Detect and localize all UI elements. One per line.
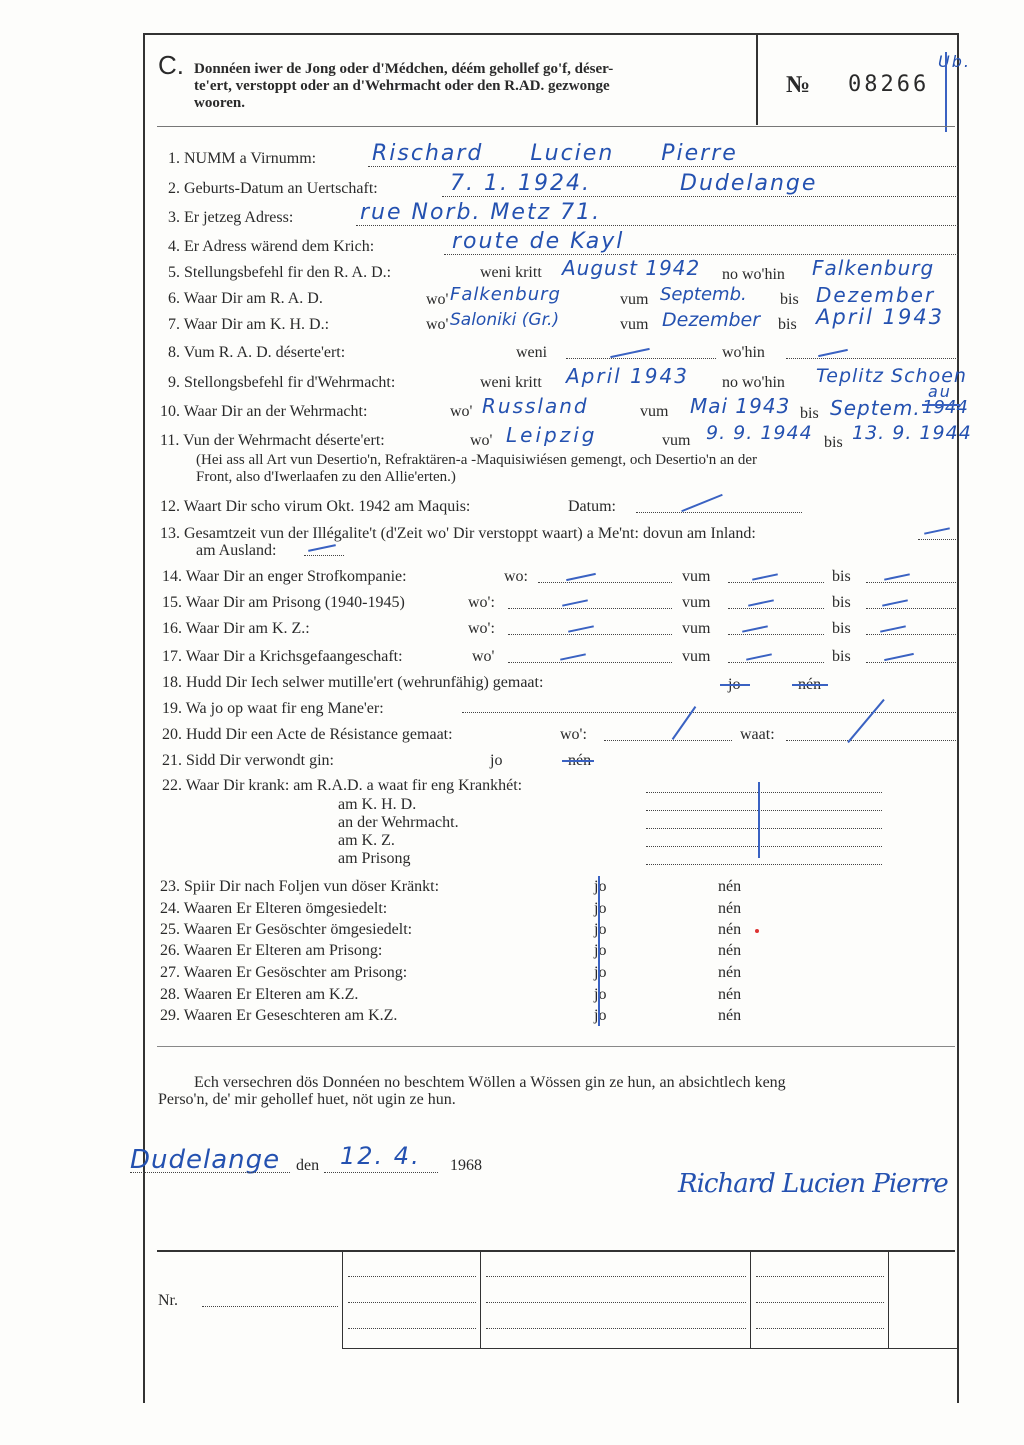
row27-no[interactable]: nén [718, 964, 742, 981]
row14-dash3 [884, 573, 910, 580]
row10-year-strike [922, 404, 960, 406]
row25-label: 25. Waaren Er Gesöschter ömgesiedelt: [160, 921, 413, 938]
row6-label: 6. Waar Dir am R. A. D. [168, 290, 323, 307]
row5-key2: no wo'hin [722, 266, 785, 283]
row15-field1[interactable] [508, 608, 672, 609]
yes-column-stroke [598, 876, 600, 1026]
frame-left [143, 33, 145, 1403]
footer-cell-3b[interactable] [756, 1302, 884, 1303]
row3-field[interactable] [356, 225, 958, 226]
row7-value3: April 1943 [816, 305, 945, 329]
row23-yes[interactable]: jo [594, 878, 607, 895]
row10-key1: wo' [450, 403, 473, 420]
row9-value1: April 1943 [566, 364, 689, 388]
row1-field[interactable] [368, 166, 958, 167]
row14-dash1 [566, 573, 596, 581]
document-number: 08266 [848, 72, 930, 97]
row11-key1: wo' [470, 432, 493, 449]
row10-value2: Mai 1943 [690, 394, 791, 418]
declaration-line1: Ech versechren dös Donnéen no beschtem Wöllen a Wössen gin ze hun, an absichtlech keng [194, 1074, 786, 1091]
row16-key2: vum [682, 620, 711, 637]
row19-label: 19. Wa jo op waat fir eng Mane'er: [162, 700, 384, 717]
footer-top [157, 1250, 955, 1252]
row16-field2[interactable] [728, 634, 824, 635]
row10-value1: Russland [482, 394, 589, 418]
row24-no[interactable]: nén [718, 900, 742, 917]
row11-value1: Leipzig [506, 423, 598, 447]
row14-label: 14. Waar Dir an enger Strofkompanie: [162, 568, 407, 585]
row14-key3: bis [832, 568, 851, 585]
row22-sub1: am K. H. D. [338, 796, 417, 813]
header-title-line3: wooren. [194, 95, 245, 111]
row13-dash-inland [924, 527, 950, 534]
row26-label: 26. Waaren Er Elteren am Prisong: [160, 942, 383, 959]
frame-top [143, 33, 959, 35]
row8-field1[interactable] [566, 358, 716, 359]
red-mark [755, 929, 759, 933]
row22-field5[interactable] [646, 864, 882, 865]
row2-label: 2. Geburts-Datum an Uertschaft: [168, 180, 378, 197]
row11-value2: 9. 9. 1944 [706, 422, 813, 444]
footer-cell-2b[interactable] [486, 1302, 746, 1303]
footer-col4 [888, 1252, 889, 1348]
row17-field1[interactable] [508, 662, 672, 663]
footer-col2 [480, 1252, 481, 1348]
row6-value2: Septemb. [660, 284, 747, 305]
row6-value3: Dezember [816, 283, 936, 307]
row27-yes[interactable]: jo [594, 964, 607, 981]
row5-value2: Falkenburg [812, 256, 935, 280]
row29-label: 29. Waaren Er Geseschteren am K.Z. [160, 1007, 398, 1024]
row2-place: Dudelange [680, 171, 818, 196]
row15-dash1 [562, 599, 588, 606]
row23-label: 23. Spiir Dir nach Foljen vun döser Kränkt: [160, 878, 440, 895]
footer-cell-2c[interactable] [486, 1328, 746, 1329]
row10-label: 10. Waar Dir an der Wehrmacht: [160, 403, 368, 420]
row15-key2: vum [682, 594, 711, 611]
row29-yes[interactable]: jo [594, 1007, 607, 1024]
row11-note-line1: (Hei ass all Art vun Desertio'n, Refraktären-a -Maquisiwiésen gemengt, och Desertio'n an der [196, 452, 758, 468]
row10-key3: bis [800, 405, 819, 422]
footer-bottom [342, 1348, 957, 1349]
row22-field4[interactable] [646, 846, 882, 847]
row22-field2[interactable] [646, 810, 882, 811]
year-label: 1968 [450, 1157, 482, 1174]
row22-label: 22. Waar Dir krank: am R.A.D. a waat fir eng Krankhét: [162, 777, 523, 794]
row28-no[interactable]: nén [718, 986, 742, 1003]
row8-dash2 [818, 349, 848, 357]
row9-value2: Teplitz Schoen [816, 365, 967, 387]
row20-key1: wo': [560, 726, 587, 743]
row3-label: 3. Er jetzeg Adress: [168, 209, 294, 226]
row9-key1: weni kritt [480, 374, 542, 391]
row21-no-strike [562, 760, 594, 762]
row20-dash2 [847, 699, 885, 743]
header-divider [756, 35, 758, 125]
row15-field3[interactable] [866, 608, 956, 609]
row20-field1[interactable] [604, 740, 732, 741]
row15-dash3 [882, 599, 908, 606]
footer-col1 [342, 1252, 343, 1348]
row10-value3-year: 1944 [922, 397, 968, 418]
row16-dash2 [742, 625, 768, 632]
row26-yes[interactable]: jo [594, 942, 607, 959]
row4-label: 4. Er Adress wärend dem Krich: [168, 238, 375, 255]
row18-no[interactable]: nén [798, 676, 822, 693]
row6-value1: Falkenburg [450, 284, 561, 305]
row17-label: 17. Waar Dir a Krichsgefaangeschaft: [162, 648, 403, 665]
row14-field1[interactable] [538, 582, 672, 583]
row8-field2[interactable] [786, 358, 958, 359]
row14-field2[interactable] [728, 582, 824, 583]
row11-key3: bis [824, 434, 843, 451]
date-field[interactable] [324, 1172, 438, 1173]
row10-value3-above: au [928, 382, 952, 401]
corner-note-stroke [945, 52, 947, 132]
row13-dash-ausland [308, 544, 336, 552]
row12-dash [681, 494, 723, 512]
row6-key1: wo' [426, 291, 449, 308]
row17-field2[interactable] [728, 662, 824, 663]
den-label: den [296, 1157, 320, 1174]
corner-note: Ub. [938, 52, 971, 71]
row5-label: 5. Stellungsbefehl fir den R. A. D.: [168, 264, 392, 281]
row15-dash2 [748, 599, 774, 606]
row15-label: 15. Waar Dir am Prisong (1940-1945) [162, 594, 405, 611]
row17-dash2 [746, 653, 772, 660]
row14-key1: wo: [504, 568, 528, 585]
row16-field3[interactable] [866, 634, 956, 635]
row18-no-strike [792, 684, 828, 686]
row18-yes[interactable]: jo [728, 676, 741, 693]
row11-note-line2: Front, also d'Iwerlaafen zu den Allie'erten.) [196, 469, 456, 485]
row7-label: 7. Waar Dir am K. H. D.: [168, 316, 330, 333]
declaration-line2: Perso'n, de' mir gehollef huet, nöt ugin ze hun. [158, 1091, 456, 1108]
row11-value3: 13. 9. 1944 [852, 422, 972, 444]
row21-yes[interactable]: jo [490, 752, 503, 769]
row9-label: 9. Stellongsbefehl fir d'Wehrmacht: [168, 374, 396, 391]
place-field[interactable] [130, 1172, 290, 1173]
row5-value1: August 1942 [562, 256, 701, 280]
row1-label: 1. NUMM a Virnumm: [168, 150, 317, 167]
row10-value3: Septem. [830, 396, 921, 420]
row21-no[interactable]: nén [568, 752, 592, 769]
row20-field2[interactable] [786, 740, 956, 741]
footer-nr-label: Nr. [158, 1292, 178, 1309]
header-title-line1: Donnéen iwer de Jong oder d'Médchen, déém gehollef go'f, déser- [194, 61, 614, 77]
row14-field3[interactable] [866, 582, 956, 583]
row8-key1: weni [516, 344, 548, 361]
row4-value: route de Kayl [452, 229, 625, 254]
header-bottom [157, 126, 955, 127]
number-label: № [786, 72, 811, 98]
row13-line1: 13. Gesamtzeit vun der Illégalite't (d'Zeit wo' Dir verstoppt waart) a Me'nt: dovun am Inland: [160, 525, 756, 542]
row13-field-inland[interactable] [918, 539, 956, 540]
footer-cell-1c[interactable] [348, 1328, 476, 1329]
footer-cell-1a[interactable] [348, 1276, 476, 1277]
row22-sub4: am Prisong [338, 850, 411, 867]
signature: Richard Lucien Pierre [678, 1169, 948, 1199]
row17-dash1 [560, 653, 586, 660]
row11-label: 11. Vun der Wehrmacht déserte'ert: [160, 432, 385, 449]
row22-field1[interactable] [646, 792, 882, 793]
row15-field2[interactable] [728, 608, 824, 609]
section-letter: C. [158, 50, 184, 80]
row18-yes-strike [720, 684, 750, 686]
row13-field-ausland[interactable] [304, 555, 344, 556]
row11-key2: vum [662, 432, 691, 449]
footer-nr-field[interactable] [202, 1306, 338, 1307]
row6-key3: bis [780, 291, 799, 308]
row2-field[interactable] [442, 196, 958, 197]
row25-no[interactable]: nén [718, 921, 742, 938]
row8-dash1 [610, 348, 650, 358]
row16-dash3 [880, 625, 906, 632]
row3-value: rue Norb. Metz 71. [360, 200, 602, 225]
frame-right [957, 33, 959, 1403]
place-value: Dudelange [130, 1145, 281, 1175]
row16-key3: bis [832, 620, 851, 637]
row19-field[interactable] [462, 712, 956, 713]
row24-yes[interactable]: jo [594, 900, 607, 917]
row7-key3: bis [778, 316, 797, 333]
row12-key1: Datum: [568, 498, 616, 515]
row5-key1: weni kritt [480, 264, 542, 281]
header-title-line2: te'ert, verstoppt oder an d'Wehrmacht oder den R.AD. gezwonge [194, 78, 610, 94]
row17-dash3 [884, 653, 914, 661]
date-value: 12. 4. [340, 1142, 421, 1170]
row12-label: 12. Waart Dir scho virum Okt. 1942 am Maquis: [160, 498, 471, 515]
row7-key2: vum [620, 316, 649, 333]
row16-field1[interactable] [508, 634, 672, 635]
row14-dash2 [752, 573, 778, 580]
footer-cell-1b[interactable] [348, 1302, 476, 1303]
row26-no[interactable]: nén [718, 942, 742, 959]
row20-label: 20. Hudd Dir een Acte de Résistance gemaat: [162, 726, 453, 743]
row22-sub2: an der Wehrmacht. [338, 814, 459, 831]
row7-key1: wo' [426, 316, 449, 333]
row14-key2: vum [682, 568, 711, 585]
row15-key3: bis [832, 594, 851, 611]
row7-value2: Dezember [662, 309, 761, 331]
row15-key1: wo': [468, 594, 495, 611]
row22-sub3: am K. Z. [338, 832, 395, 849]
row8-key2: wo'hin [722, 344, 765, 361]
row25-yes[interactable]: jo [594, 921, 607, 938]
row18-label: 18. Hudd Dir Iech selwer mutille'ert (wehrunfähig) gemaat: [162, 674, 544, 691]
separator [157, 1046, 955, 1047]
row12-field[interactable] [636, 512, 802, 513]
row17-field3[interactable] [866, 662, 956, 663]
footer-cell-3c[interactable] [756, 1328, 884, 1329]
row10-key2: vum [640, 403, 669, 420]
row2-date: 7. 1. 1924. [450, 171, 591, 196]
row16-label: 16. Waar Dir am K. Z.: [162, 620, 310, 637]
row4-field[interactable] [444, 254, 958, 255]
row17-key3: bis [832, 648, 851, 665]
row20-key2: waat: [740, 726, 775, 743]
row27-label: 27. Waaren Er Gesöschter am Prisong: [160, 964, 408, 981]
row22-field3[interactable] [646, 828, 882, 829]
row21-label: 21. Sidd Dir verwondt gin: [162, 752, 334, 769]
footer-col3 [750, 1252, 751, 1348]
row8-label: 8. Vum R. A. D. déserte'ert: [168, 344, 346, 361]
row6-key2: vum [620, 291, 649, 308]
row28-yes[interactable]: jo [594, 986, 607, 1003]
row9-key2: no wo'hin [722, 374, 785, 391]
row13-line2: am Ausland: [196, 542, 277, 559]
row1-value: Rischard Lucien Pierre [372, 141, 738, 166]
footer-cell-2a[interactable] [486, 1276, 746, 1277]
row29-no[interactable]: nén [718, 1007, 742, 1024]
row17-key1: wo' [472, 648, 495, 665]
footer-cell-3a[interactable] [756, 1276, 884, 1277]
row16-dash1 [568, 625, 594, 632]
row24-label: 24. Waaren Er Elteren ömgesiedelt: [160, 900, 388, 917]
row23-no[interactable]: nén [718, 878, 742, 895]
row7-value1: Saloniki (Gr.) [450, 310, 560, 330]
row28-label: 28. Waaren Er Elteren am K.Z. [160, 986, 359, 1003]
row22-stroke [758, 782, 760, 858]
row17-key2: vum [682, 648, 711, 665]
row16-key1: wo': [468, 620, 495, 637]
